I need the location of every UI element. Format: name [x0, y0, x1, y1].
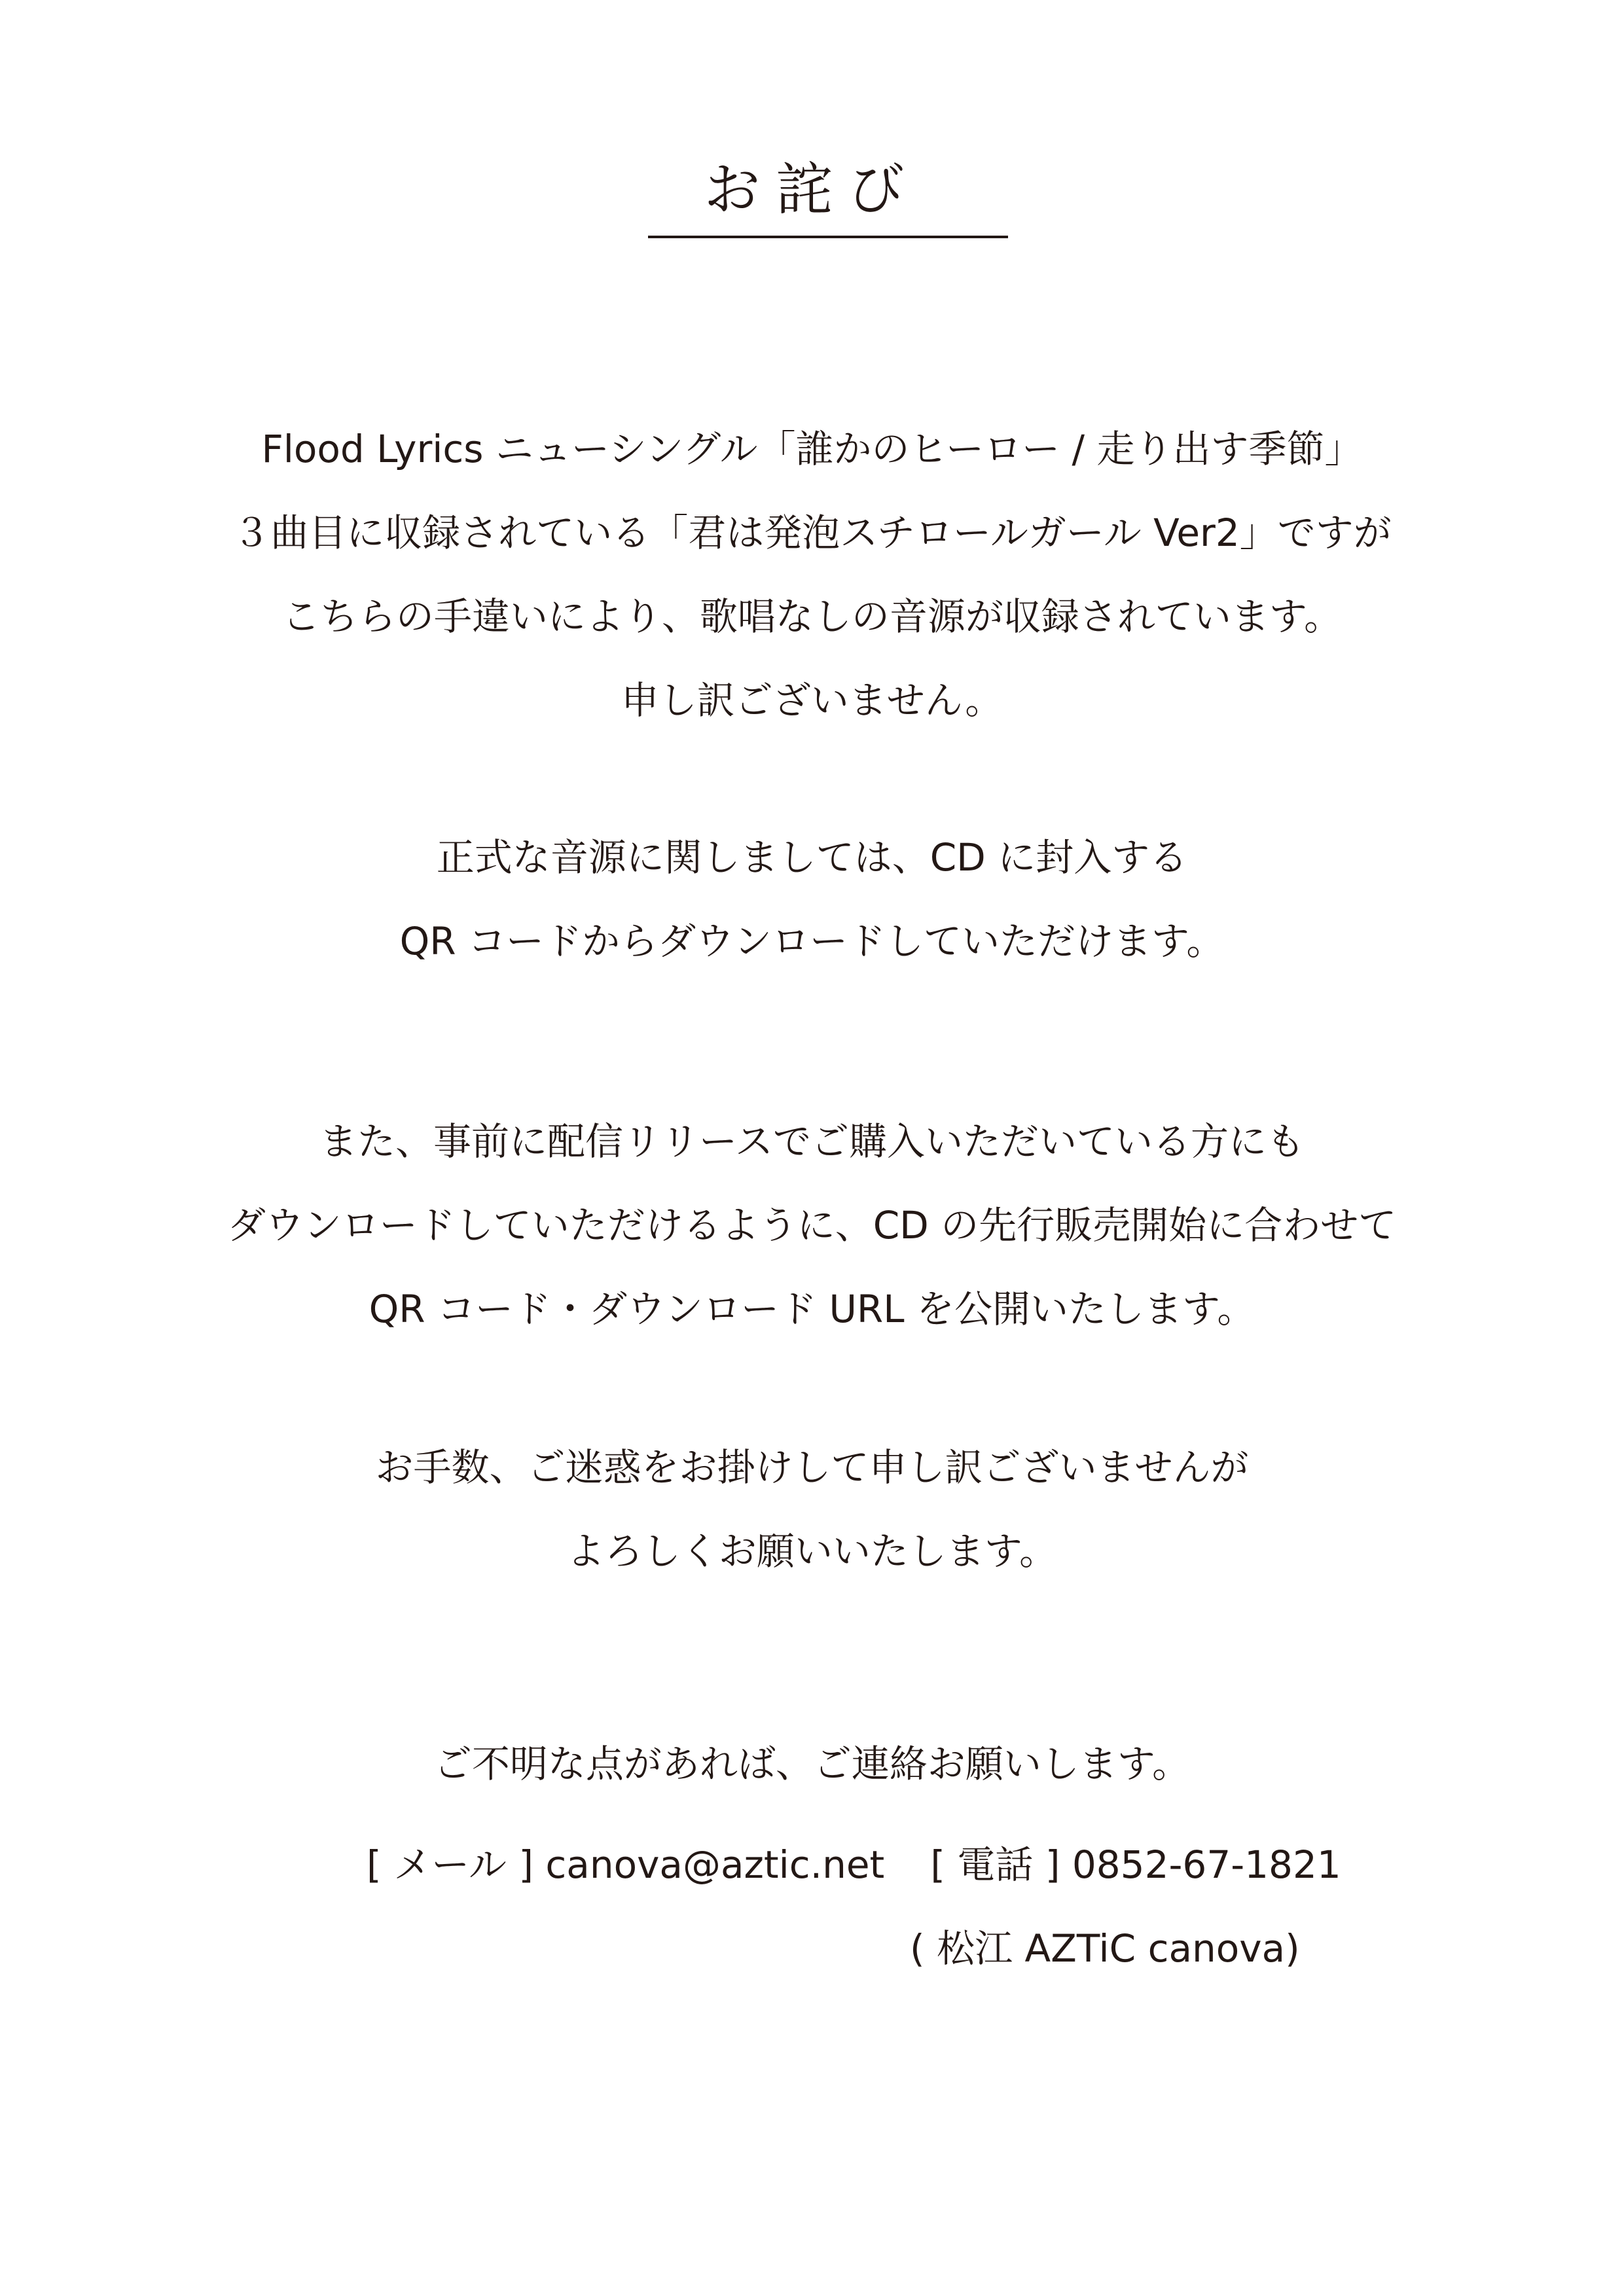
title-underline: [648, 236, 1008, 238]
contact-details: [367, 1823, 1341, 1907]
text-line: QR コードからダウンロードしていただけます。: [399, 919, 1225, 963]
paragraph-contact-intro: [0, 1722, 1624, 1806]
text-line: 申し訳ございません。: [621, 678, 1003, 723]
contact-phone: [ 電話 ] 0852-67-1821: [930, 1842, 1341, 1887]
paragraph-official-source: [0, 816, 1624, 983]
text-line: 正式な音源に関しましては、CD に封入する: [436, 835, 1188, 880]
text-line: お手数、ご迷惑をお掛けして申し訳ございませんが: [375, 1445, 1249, 1490]
paragraph-apology: [0, 407, 1624, 742]
text-line: QR コード・ダウンロード URL を公開いたします。: [369, 1287, 1255, 1331]
paragraph-closing: [0, 1426, 1624, 1593]
contact-email: [ メール ] canova@aztic.net: [367, 1842, 885, 1887]
text-line: ご不明な点があれば、ご連絡お願いします。: [433, 1742, 1191, 1786]
text-line: こちらの手違いにより、歌唱なしの音源が収録されています。: [281, 594, 1343, 639]
text-line: ３曲目に収録されている「君は発泡スチロールガール Ver2」ですが: [232, 511, 1392, 555]
text-line: また、事前に配信リリースでご購入いただいている方にも: [319, 1119, 1305, 1164]
shop-name: ( 松江 AZTiC canova): [910, 1926, 1300, 1971]
text-line: よろしくお願いいたします。: [566, 1529, 1058, 1573]
text-line: Flood Lyrics ニューシングル「誰かのヒーロー / 走り出す季節」: [261, 427, 1363, 471]
paragraph-digital-buyers: [0, 1100, 1624, 1351]
page-title: お詫び: [704, 157, 920, 223]
text-line: ダウンロードしていただけるように、CD の先行販売開始に合わせて: [227, 1203, 1397, 1247]
